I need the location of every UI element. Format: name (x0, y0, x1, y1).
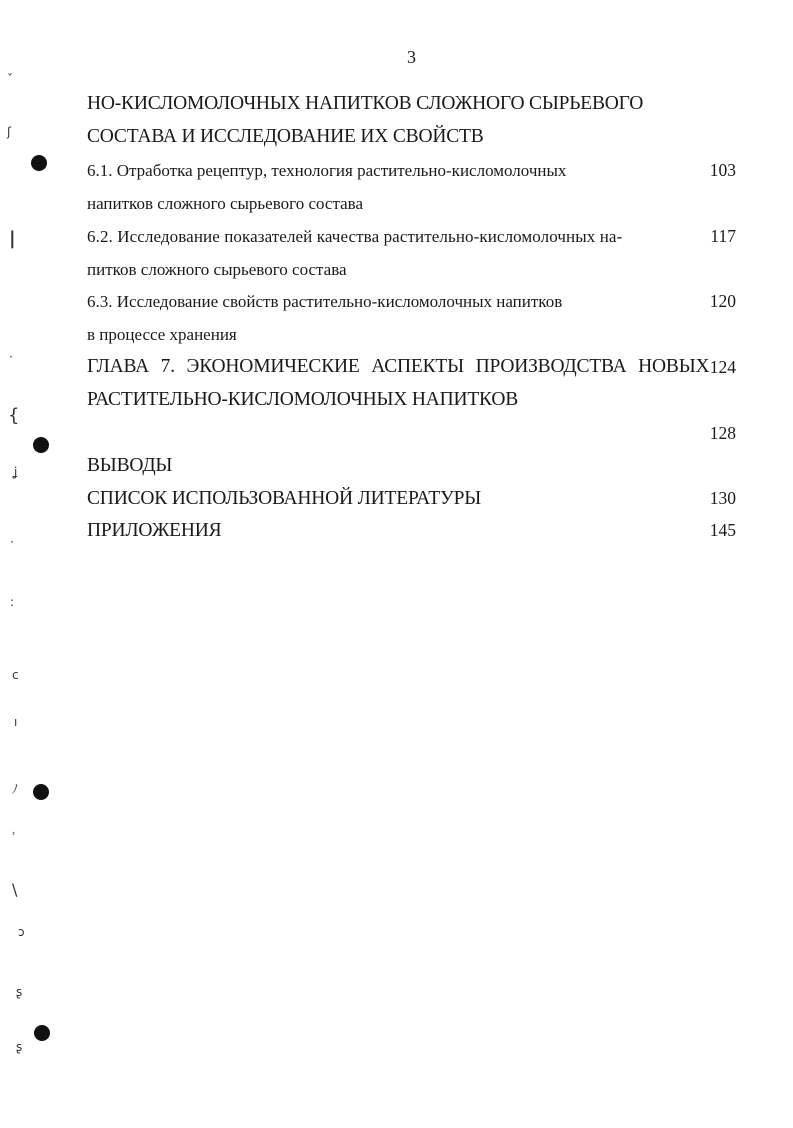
scan-speck: ↄ (18, 925, 25, 939)
toc-entry-6-3-line1: 6.3. Исследование свойств растительно-кисломолочных напитков (87, 292, 563, 311)
scan-speck: · (9, 350, 13, 364)
scan-speck: ʂ (16, 985, 23, 999)
toc-appendices-page: 145 (709, 520, 736, 540)
scan-speck: ı (14, 715, 18, 729)
scan-speck: ʝ (14, 465, 18, 479)
heading-continuation-line2: СОСТАВА И ИССЛЕДОВАНИЕ ИХ СВОЙСТВ (87, 126, 484, 147)
toc-entry-6-1-page: 103 (709, 160, 736, 180)
heading-continuation-line1: НО-КИСЛОМОЛОЧНЫХ НАПИТКОВ СЛОЖНОГО СЫРЬЕВОГО (87, 93, 644, 114)
scan-speck: ˇ (7, 72, 13, 86)
scan-speck: ʃ (7, 125, 12, 139)
punch-hole-4 (34, 1025, 50, 1041)
scan-speck: : (10, 595, 15, 609)
scan-speck: ʂ (16, 1040, 23, 1054)
toc-chapter-7-line2: РАСТИТЕЛЬНО-КИСЛОМОЛОЧНЫХ НАПИТКОВ (87, 389, 519, 410)
scan-speck: { (8, 405, 20, 426)
toc-entry-6-2-page: 117 (710, 226, 736, 246)
toc-bibliography-page: 130 (709, 488, 736, 508)
toc-entry-6-3-page: 120 (709, 291, 736, 311)
punch-hole-3 (33, 784, 49, 800)
scan-speck: | (9, 228, 16, 249)
toc-entry-6-2-line2: питков сложного сырьевого состава (87, 260, 347, 279)
toc-entry-6-2-line1: 6.2. Исследование показателей качества растительно-кисломолочных на- (87, 227, 623, 246)
toc-bibliography-label: СПИСОК ИСПОЛЬЗОВАННОЙ ЛИТЕРАТУРЫ (87, 488, 482, 509)
punch-hole-1 (31, 155, 47, 171)
toc-entry-6-1-line1: 6.1. Отработка рецептур, технология растительно-кисломолочных (87, 161, 567, 180)
toc-chapter-7-page: 124 (709, 357, 736, 377)
toc-entry-6-1-line2: напитков сложного сырьевого состава (87, 194, 363, 213)
toc-conclusions-label: ВЫВОДЫ (87, 455, 173, 476)
toc-conclusions-page: 128 (709, 423, 736, 443)
toc-entry-6-3-line2: в процессе хранения (87, 325, 237, 344)
scan-speck: ʾ (12, 830, 16, 844)
scan-speck: c (12, 668, 19, 682)
scan-speck: · (10, 535, 14, 549)
toc-appendices-label: ПРИЛОЖЕНИЯ (87, 520, 222, 541)
page-number: 3 (407, 47, 416, 67)
scan-speck: ﾉ (12, 782, 19, 796)
scan-speck: \ (12, 880, 18, 899)
punch-hole-2 (33, 437, 49, 453)
toc-chapter-7-line1: ГЛАВА 7. ЭКОНОМИЧЕСКИЕ АСПЕКТЫ ПРОИЗВОДСТВА НОВЫХ (87, 356, 710, 377)
